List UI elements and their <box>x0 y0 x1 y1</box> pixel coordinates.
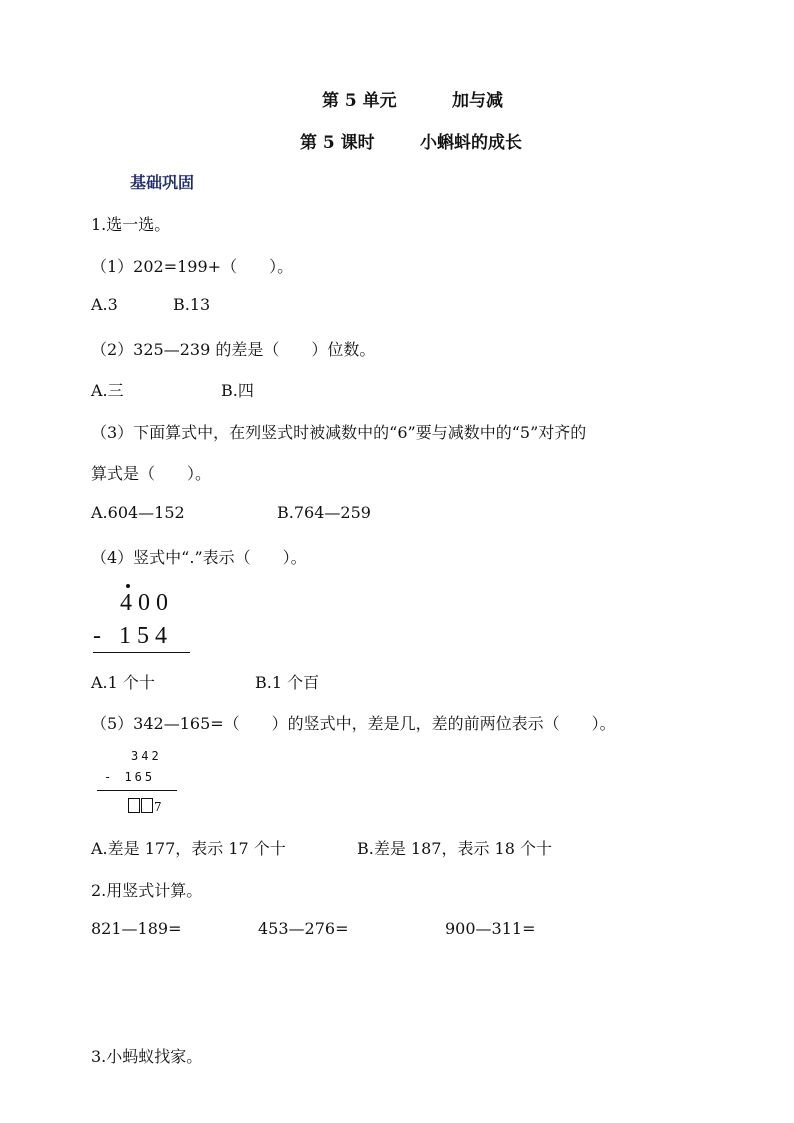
minuend-342: 342 <box>131 749 162 763</box>
q1-p2-option-b: B.四 <box>221 381 254 400</box>
q1-p4-option-b: B.1 个百 <box>255 673 320 692</box>
unit-title: 加与减 <box>452 91 503 111</box>
q2-item-3: 900—311= <box>445 919 536 938</box>
q1-p5-option-b: B.差是 187，表示 18 个十 <box>357 839 553 858</box>
q1-p1-option-a: A.3 <box>91 295 118 314</box>
q3-title: 3.小蚂蚁找家。 <box>91 1047 203 1066</box>
q1-p4-stem: （4）竖式中“.”表示（ ）。 <box>91 548 307 567</box>
q2-item-1: 821—189= <box>91 919 182 938</box>
q1-p5-option-a: A.差是 177，表示 17 个十 <box>91 839 286 858</box>
lesson-number: 第 5 课时 <box>300 133 375 153</box>
q1-p1-stem: （1）202=199+（ ）。 <box>91 257 294 276</box>
q1-p2-stem: （2）325—239 的差是（ ）位数。 <box>91 340 376 359</box>
q1-p5-stem: （5）342—165=（ ）的竖式中，差是几，差的前两位表示（ ）。 <box>91 714 616 733</box>
q1-title: 1.选一选。 <box>91 215 171 234</box>
q1-p1-option-b: B.13 <box>173 295 211 314</box>
unit-number: 第 5 单元 <box>322 91 397 111</box>
minuend-400: 400 <box>120 590 174 616</box>
blank-box <box>141 798 153 813</box>
borrow-dot <box>126 584 130 588</box>
result-digit: 7 <box>154 800 162 814</box>
result-row <box>128 798 162 814</box>
sum-line <box>97 790 177 791</box>
q1-p3-stem-line2: 算式是（ ）。 <box>91 464 212 483</box>
sum-line <box>93 652 190 653</box>
q1-p3-option-a: A.604—152 <box>91 503 185 522</box>
section-heading: 基础巩固 <box>130 173 195 192</box>
q2-title: 2.用竖式计算。 <box>91 881 203 900</box>
q1-p3-stem-line1: （3）下面算式中，在列竖式时被减数中的“6”要与减数中的“5”对齐的 <box>91 423 587 442</box>
q1-p3-option-b: B.764—259 <box>277 503 371 522</box>
blank-box <box>128 798 140 813</box>
subtrahend-154: - 154 <box>93 623 173 649</box>
lesson-title: 小蝌蚪的成长 <box>420 133 522 153</box>
q2-item-2: 453—276= <box>258 919 349 938</box>
subtrahend-165: - 165 <box>104 770 156 784</box>
q1-p2-option-a: A.三 <box>91 381 124 400</box>
q1-p4-option-a: A.1 个十 <box>91 673 155 692</box>
